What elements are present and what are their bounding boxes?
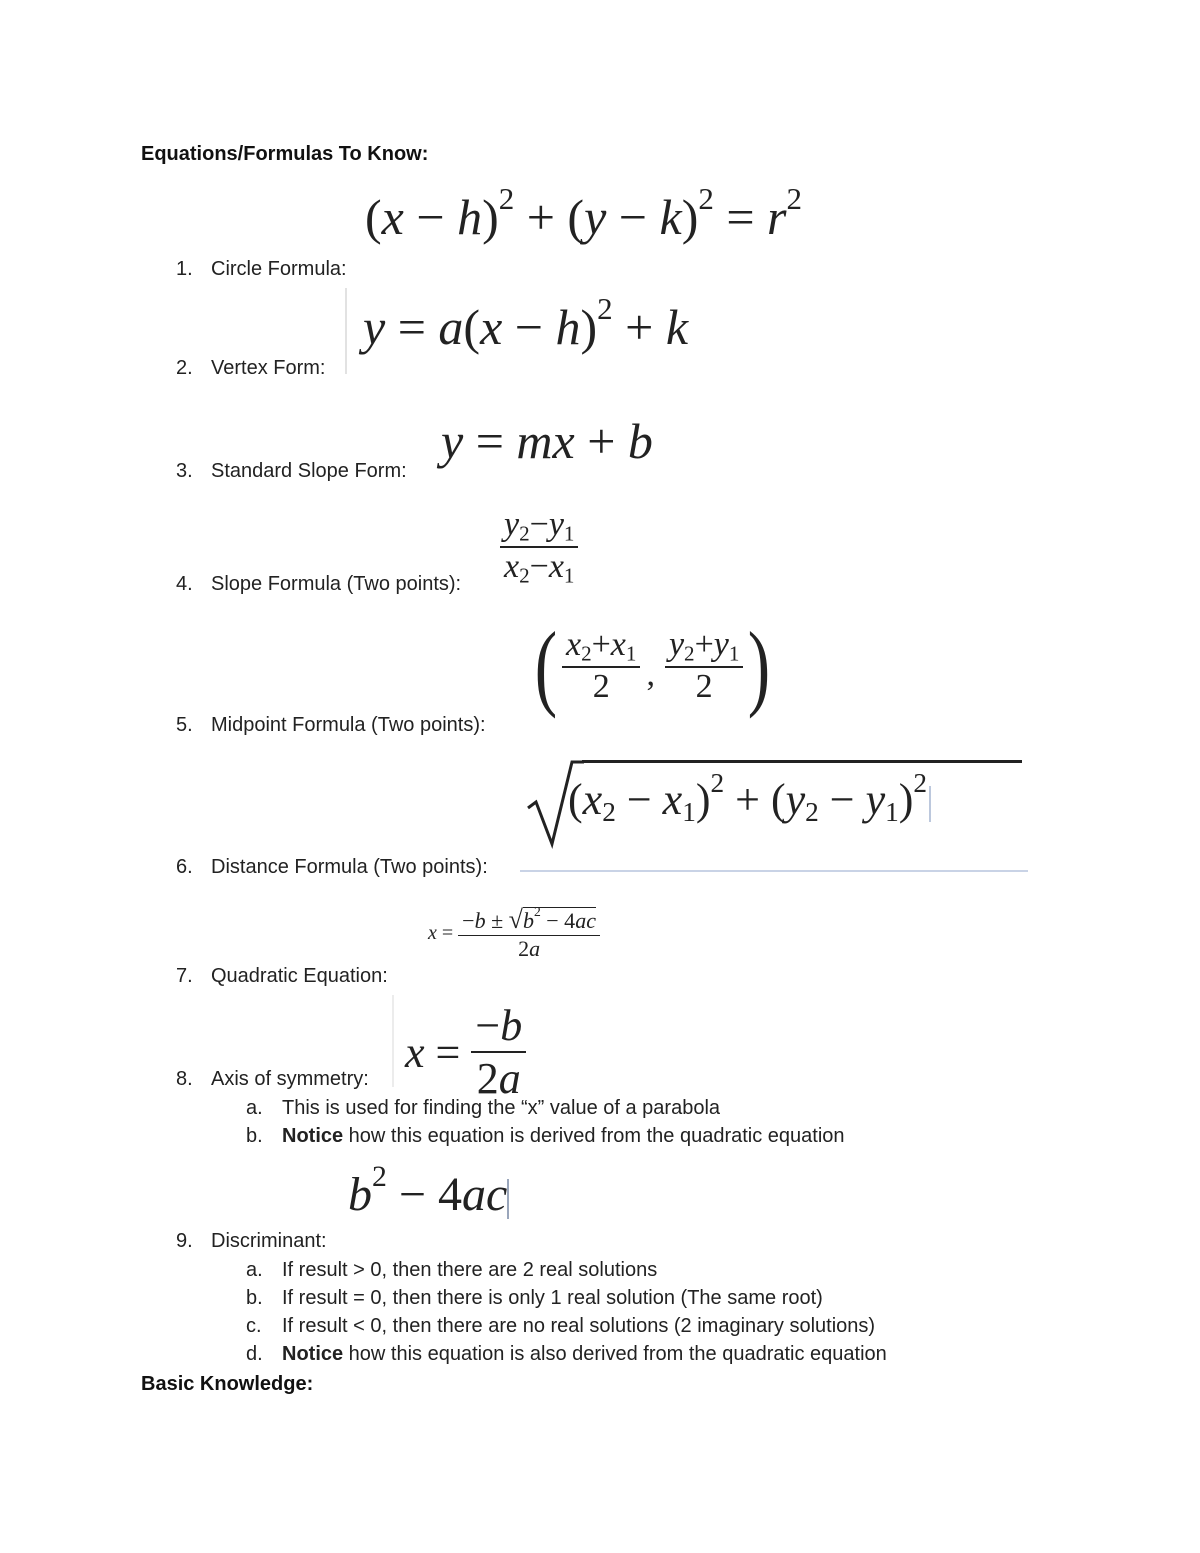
sub-item-letter: a.: [246, 1259, 263, 1281]
list-item-label: Discriminant:: [211, 1230, 327, 1252]
sub-item-text: Notice how this equation is also derived from the quadratic equation: [282, 1343, 887, 1365]
list-number: 9.: [176, 1230, 193, 1252]
list-item-label: Distance Formula (Two points):: [211, 856, 488, 878]
image-edge: [392, 995, 394, 1087]
list-number: 2.: [176, 357, 193, 379]
list-number: 5.: [176, 714, 193, 736]
section-heading: Basic Knowledge:: [141, 1373, 314, 1395]
circle-formula: $(x - h)^2 + (y - k)^2 = r^2$: [365, 180, 803, 245]
list-item-label: Axis of symmetry:: [211, 1068, 369, 1090]
list-item-label: Quadratic Equation:: [211, 965, 388, 987]
list-item-label: Circle Formula:: [211, 258, 347, 280]
sub-item-text: If result < 0, then there are no real solutions (2 imaginary solutions): [282, 1315, 876, 1337]
image-edge: [345, 288, 347, 374]
sub-item-text: This is used for finding the “x” value of a parabola: [282, 1097, 721, 1119]
list-number: 7.: [176, 965, 193, 987]
list-item-label: Vertex Form:: [211, 357, 326, 379]
midpoint-formula: ( $\frac{x_2+x_1}{2}$ , $\frac{y_2+y_1}{2}$ ): [534, 612, 771, 719]
list-item-label: Standard Slope Form:: [211, 460, 407, 482]
radical-overbar: [582, 760, 1022, 763]
slope-intercept-formula: y = mx + b: [441, 413, 653, 469]
sub-item-text: If result = 0, then there is only 1 real solution (The same root): [282, 1287, 823, 1309]
list-item-label: Midpoint Formula (Two points):: [211, 714, 486, 736]
discriminant-formula: $b^2 - 4ac$: [348, 1159, 508, 1221]
page-title: Equations/Formulas To Know:: [141, 143, 429, 165]
selection-underline: [520, 870, 1028, 872]
quadratic-formula: x = $\frac{-b \pm √b^2 - 4ac}{2a}$: [428, 905, 600, 962]
sub-item-text: Notice how this equation is derived from the quadratic equation: [282, 1125, 845, 1147]
sub-item-text: If result > 0, then there are 2 real solutions: [282, 1259, 658, 1281]
distance-formula: $(x_2 - x_1)^2 + (y_2 - y_1)^2$: [524, 760, 1024, 850]
sub-item-letter: a.: [246, 1097, 263, 1119]
sub-item-letter: b.: [246, 1287, 263, 1309]
list-number: 8.: [176, 1068, 193, 1090]
sub-item-letter: d.: [246, 1343, 263, 1365]
sub-item-letter: b.: [246, 1125, 263, 1147]
list-number: 3.: [176, 460, 193, 482]
sub-item-letter: c.: [246, 1315, 262, 1337]
list-number: 1.: [176, 258, 193, 280]
list-number: 4.: [176, 573, 193, 595]
list-item-label: Slope Formula (Two points):: [211, 573, 462, 595]
vertex-formula: $y = a(x - h)^2 + k$: [363, 290, 689, 355]
slope-formula: $\frac{y_2-y_1}{x_2-x_1}$: [500, 506, 578, 589]
list-number: 6.: [176, 856, 193, 878]
axis-of-symmetry-formula: x = $\frac{-b}{2a}$: [405, 1000, 526, 1104]
